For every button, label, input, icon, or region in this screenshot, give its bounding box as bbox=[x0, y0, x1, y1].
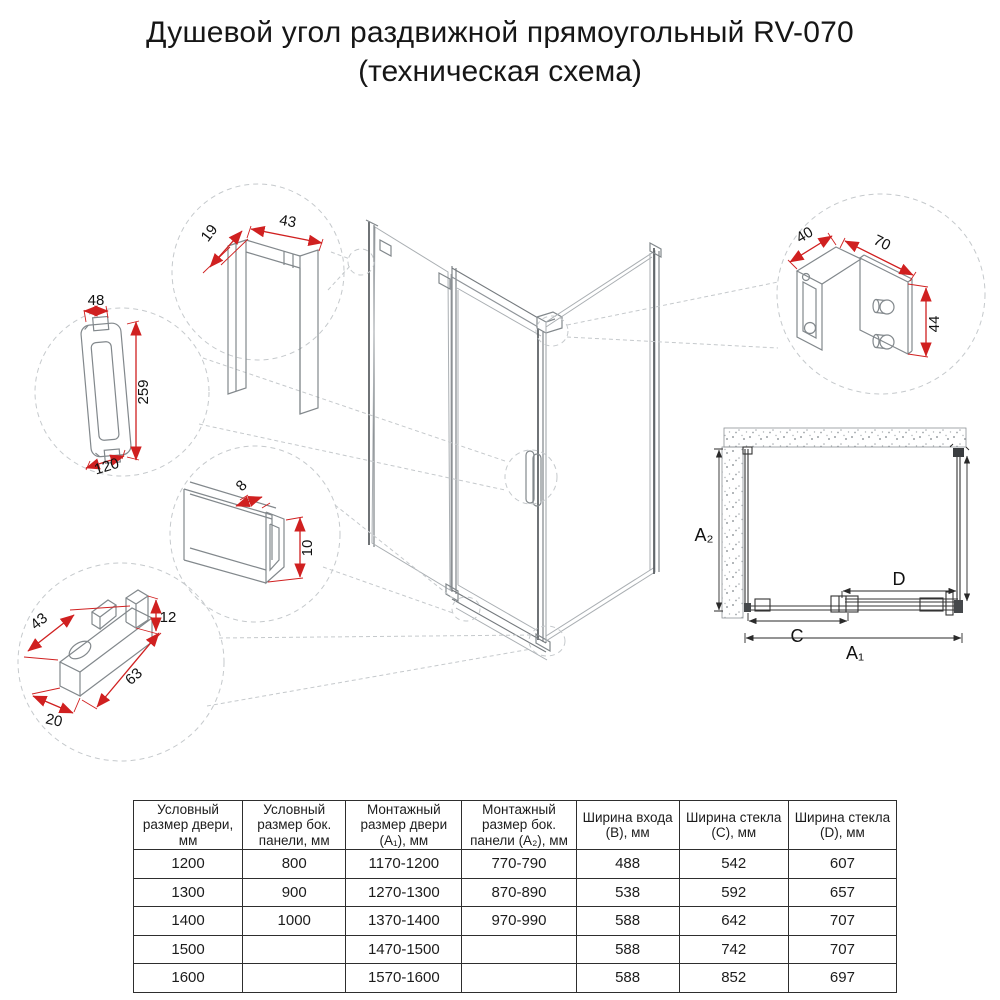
table-cell: 607 bbox=[788, 850, 896, 879]
door-top-rail bbox=[452, 268, 545, 322]
header-glass-c-width: Ширина стекла (C), мм bbox=[679, 801, 788, 850]
dimension-43 bbox=[247, 212, 323, 251]
plan-dimension-d bbox=[842, 569, 957, 598]
table-cell: 1400 bbox=[134, 907, 243, 936]
table-row bbox=[134, 878, 897, 907]
plan-sliding-door bbox=[845, 599, 958, 602]
table-cell: 1600 bbox=[134, 964, 243, 993]
dim-label-handle-base: 120 bbox=[92, 454, 122, 479]
fixed-panel-glass bbox=[372, 227, 450, 590]
table-header-row bbox=[134, 801, 897, 850]
table-cell: 900 bbox=[243, 878, 346, 907]
table-row bbox=[134, 964, 897, 993]
plan-label-a1: A₁ bbox=[845, 643, 865, 663]
dimension-12 bbox=[136, 596, 176, 634]
dimension-19 bbox=[198, 221, 248, 273]
corner-bracket bbox=[537, 312, 562, 333]
header-side-panel-size: Условный размер бок. панели, мм bbox=[243, 801, 346, 850]
table-cell: 742 bbox=[679, 935, 788, 964]
plan-label-a2: A₂ bbox=[694, 525, 714, 545]
table-cell: 1270-1300 bbox=[346, 878, 462, 907]
plan-dimension-a1 bbox=[745, 633, 962, 663]
dim-label-rail-height: 10 bbox=[299, 539, 316, 557]
dim-label-bracket-height: 12 bbox=[159, 609, 177, 626]
plan-wall-top bbox=[724, 428, 966, 447]
dim-label-profile-width: 43 bbox=[278, 211, 298, 232]
callout-ring-wall-profile bbox=[348, 249, 374, 275]
dim-label-rail-width: 8 bbox=[232, 477, 251, 495]
spec-table bbox=[133, 800, 897, 993]
table-cell: 1370-1400 bbox=[346, 907, 462, 936]
detail-circle bbox=[777, 194, 985, 394]
table-cell: 870-890 bbox=[462, 878, 576, 907]
header-entry-width: Ширина входа (B), мм bbox=[576, 801, 679, 850]
table-cell: 1170-1200 bbox=[346, 850, 462, 879]
plan-wall-anchor bbox=[953, 448, 964, 457]
header-door-mount-size: Монтажный размер двери (A₁), мм bbox=[346, 801, 462, 850]
table-cell: 970-990 bbox=[462, 907, 576, 936]
dimension-43b bbox=[24, 606, 130, 660]
enclosure-3d-view bbox=[348, 220, 661, 660]
wall-bracket-drawing bbox=[797, 247, 912, 354]
table-cell: 697 bbox=[788, 964, 896, 993]
table-cell: 852 bbox=[679, 964, 788, 993]
plan-side-panel bbox=[745, 449, 748, 610]
plan-dimension-a2 bbox=[695, 449, 724, 611]
table-cell: 488 bbox=[576, 850, 679, 879]
detail-circle bbox=[170, 446, 340, 622]
table-row bbox=[134, 935, 897, 964]
dim-label-wall-bracket-length: 70 bbox=[870, 231, 894, 255]
table-cell: 538 bbox=[576, 878, 679, 907]
detail-roller-bracket bbox=[18, 563, 224, 761]
table-cell: 1300 bbox=[134, 878, 243, 907]
table-cell: 657 bbox=[788, 878, 896, 907]
callout-ring-roller bbox=[529, 626, 565, 656]
header-panel-mount-size: Монтажный размер бок. панели (A₂), мм bbox=[462, 801, 576, 850]
plan-dimension-c bbox=[748, 613, 848, 646]
table-cell: 542 bbox=[679, 850, 788, 879]
plan-track bbox=[745, 606, 962, 610]
dimension-70 bbox=[840, 232, 916, 281]
table-cell: 642 bbox=[679, 907, 788, 936]
dim-label-handle-width: 48 bbox=[87, 292, 105, 309]
dimension-44 bbox=[908, 284, 943, 357]
table-cell: 1200 bbox=[134, 850, 243, 879]
handle-drawing bbox=[80, 315, 133, 464]
detail-rail bbox=[170, 446, 340, 622]
dimension-20 bbox=[32, 688, 80, 731]
dim-label-wall-bracket-width: 40 bbox=[793, 223, 817, 247]
table-cell: 588 bbox=[576, 907, 679, 936]
callout-ring-handle bbox=[505, 450, 557, 504]
table-cell bbox=[243, 935, 346, 964]
detail-wall-bracket bbox=[777, 194, 985, 394]
plan-wall-left bbox=[722, 447, 743, 618]
table-row bbox=[134, 850, 897, 879]
dimension-63 bbox=[82, 633, 161, 709]
detail-circle bbox=[35, 308, 209, 476]
dimension-8 bbox=[233, 477, 270, 508]
dim-label-profile-depth: 19 bbox=[197, 221, 222, 246]
dim-label-wall-bracket-height: 44 bbox=[926, 315, 943, 333]
table-cell: 1570-1600 bbox=[346, 964, 462, 993]
table-cell: 707 bbox=[788, 907, 896, 936]
plan-view bbox=[695, 428, 970, 663]
table-cell: 1470-1500 bbox=[346, 935, 462, 964]
header-door-size: Условный размер двери, мм bbox=[134, 801, 243, 850]
table-cell: 770-790 bbox=[462, 850, 576, 879]
dim-label-bracket-width: 43 bbox=[27, 609, 52, 634]
table-cell bbox=[462, 935, 576, 964]
glass-clamp bbox=[380, 240, 391, 256]
door-left-stile bbox=[452, 266, 456, 594]
table-cell bbox=[243, 964, 346, 993]
detail-handle bbox=[35, 292, 209, 478]
header-glass-d-width: Ширина стекла (D), мм bbox=[788, 801, 896, 850]
table-cell: 707 bbox=[788, 935, 896, 964]
title-line-2: (техническая схема) bbox=[358, 55, 642, 88]
plan-label-d: D bbox=[892, 569, 906, 589]
rail-drawing bbox=[184, 482, 284, 583]
callout-leaders bbox=[199, 252, 778, 706]
table-cell: 588 bbox=[576, 935, 679, 964]
detail-wall-profile bbox=[172, 184, 344, 414]
title-line-1: Душевой угол раздвижной прямоугольный RV-070 bbox=[146, 16, 854, 49]
table-cell: 1000 bbox=[243, 907, 346, 936]
table-cell: 1500 bbox=[134, 935, 243, 964]
dim-label-bracket-depth: 20 bbox=[44, 710, 64, 731]
table-row bbox=[134, 907, 897, 936]
plan-door-side-glass bbox=[957, 453, 960, 604]
plan-label-c: C bbox=[790, 626, 804, 646]
table-cell: 592 bbox=[679, 878, 788, 907]
table-cell: 800 bbox=[243, 850, 346, 879]
profile-drawing bbox=[228, 240, 318, 414]
dim-label-bracket-length: 63 bbox=[122, 664, 146, 689]
table-cell bbox=[462, 964, 576, 993]
dim-label-handle-height: 259 bbox=[135, 379, 152, 405]
detail-circle bbox=[18, 563, 224, 761]
side-panel-glass bbox=[546, 251, 655, 641]
table-cell: 588 bbox=[576, 964, 679, 993]
